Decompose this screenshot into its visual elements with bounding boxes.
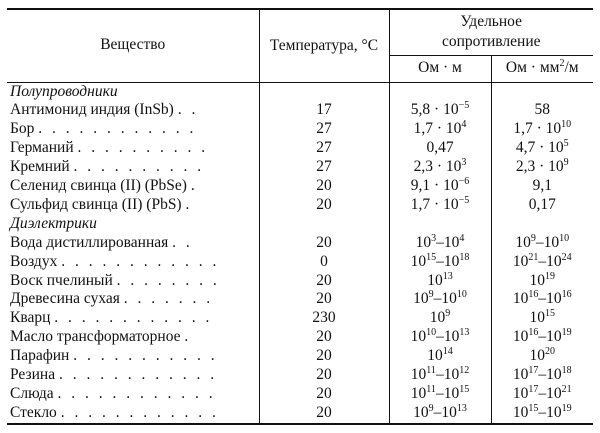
table-row [7, 309, 593, 328]
value-base: 10 [443, 385, 460, 402]
substance-name [7, 366, 259, 385]
value-base: 10 [415, 233, 432, 251]
value-exponent: −5 [458, 194, 470, 206]
header-resistivity-label: Удельное сопротивление [442, 13, 541, 51]
value-exponent: 9 [563, 157, 569, 169]
value-base: 10 [529, 309, 545, 327]
substance-label: Древесина сухая [10, 290, 120, 308]
range-dash: – [538, 290, 547, 308]
resistivity-ohm-m [389, 120, 491, 139]
leader-dots: . . . . . . . . . . [73, 158, 205, 176]
value-exponent: 13 [459, 327, 470, 339]
resistivity-ohm-m [389, 366, 491, 385]
resistivity-ohm-m [389, 253, 491, 272]
substance-name [7, 347, 259, 366]
resistivity-ohm-m [389, 272, 491, 291]
resistivity-ohm-m [389, 404, 491, 424]
range-dash: – [436, 328, 444, 346]
value-exponent: 10 [559, 232, 570, 244]
value-exponent: −6 [458, 176, 470, 188]
value-exponent: 12 [459, 365, 470, 377]
value-exponent: 19 [561, 402, 572, 414]
value-exponent: 16 [528, 327, 539, 339]
range-dash: – [535, 233, 544, 251]
value-base: 10 [512, 290, 529, 308]
resistivity-ohm-mm2 [491, 139, 593, 158]
value-exponent: 9 [530, 232, 536, 244]
value-exponent: 11 [426, 365, 436, 377]
value-base: 9,1 [532, 177, 552, 195]
unit2-tail: /м [564, 59, 579, 77]
blank-cell [389, 215, 491, 234]
value-base: 10 [546, 366, 562, 384]
temperature-value: 230 [259, 309, 389, 328]
section-row-semiconductors [7, 82, 593, 101]
header-substance: Вещество [7, 9, 259, 82]
range-dash: – [436, 252, 444, 270]
value-exponent: 9 [428, 289, 434, 301]
resistivity-ohm-m [389, 177, 491, 196]
value-exponent: 16 [528, 289, 539, 301]
value-base: 10 [512, 385, 529, 402]
value-base: 10 [443, 366, 460, 384]
resistivity-ohm-m [389, 196, 491, 215]
value-base: 2,3 · 10 [413, 158, 462, 176]
range-dash: – [433, 403, 442, 421]
substance-label: Антимонид индия (InSb) [10, 101, 174, 119]
table-row [7, 404, 593, 424]
temperature-value: 20 [259, 234, 389, 253]
value-base: 10 [546, 290, 562, 308]
substance-label: Сульфид свинца (II) (PbS) [10, 195, 182, 213]
leader-dots: . . [177, 101, 199, 119]
range-dash: – [435, 366, 444, 384]
value-exponent: 5 [563, 138, 569, 150]
value-base: 10 [546, 252, 562, 270]
table-row [7, 328, 593, 347]
value-base: 10 [543, 233, 560, 251]
value-exponent: 10 [426, 327, 437, 339]
value-base: 0,17 [528, 195, 556, 213]
value-base: 10 [512, 366, 529, 384]
temperature-value: 0 [259, 253, 389, 272]
leader-dots: . . [172, 233, 193, 251]
value-base: 1,7 · 10 [410, 195, 459, 213]
range-dash: – [538, 385, 547, 402]
substance-label: Резина [10, 366, 56, 384]
value-base: 10 [410, 252, 427, 270]
table-row [7, 366, 593, 385]
temperature-value: 17 [259, 101, 389, 120]
leader-dots: . [185, 195, 193, 213]
resistivity-ohm-mm2 [491, 290, 593, 309]
value-exponent: 17 [528, 365, 539, 377]
resistivity-ohm-mm2 [491, 120, 593, 139]
table-body [7, 82, 593, 424]
resistivity-ohm-mm2 [491, 347, 593, 366]
value-exponent: 10 [561, 119, 572, 131]
value-base: 0,47 [426, 139, 454, 157]
resistivity-ohm-mm2 [491, 177, 593, 196]
value-exponent: 15 [545, 308, 555, 320]
substance-name [7, 253, 259, 272]
range-dash: – [538, 403, 547, 421]
substance-label: Воздух [10, 252, 58, 270]
value-base: 10 [427, 347, 443, 365]
value-exponent: 4 [459, 232, 465, 244]
blank-cell [491, 215, 593, 234]
table-row [7, 253, 593, 272]
resistivity-ohm-m [389, 101, 491, 120]
unit2-base: Ом · мм [505, 59, 560, 77]
value-base: 10 [443, 328, 460, 346]
header-unit-ohm-m: Ом · м [389, 55, 491, 82]
substance-label: Германий [10, 139, 74, 157]
leader-dots: . . . . . . . . . . . . [61, 252, 220, 270]
resistivity-ohm-mm2 [491, 309, 593, 328]
value-base: 10 [546, 403, 562, 421]
table-row [7, 347, 593, 366]
temperature-value: 20 [259, 366, 389, 385]
resistivity-ohm-m [389, 139, 491, 158]
range-dash: – [538, 252, 547, 270]
value-base: 1,7 · 10 [513, 120, 562, 138]
resistivity-table [7, 8, 593, 425]
table-row [7, 158, 593, 177]
value-exponent: 19 [545, 270, 555, 282]
value-exponent: 11 [426, 384, 436, 395]
value-exponent: 3 [461, 157, 467, 169]
substance-name [7, 272, 259, 291]
substance-name [7, 196, 259, 215]
value-exponent: 9 [428, 402, 434, 414]
range-dash: – [435, 385, 444, 402]
value-exponent: 14 [442, 346, 453, 358]
temperature-value: 20 [259, 404, 389, 424]
substance-name [7, 328, 259, 347]
blank-cell [259, 215, 389, 234]
value-exponent: −5 [458, 100, 470, 112]
unit2-exp: 2 [559, 58, 565, 70]
resistivity-ohm-m [389, 347, 491, 366]
value-base: 10 [546, 385, 562, 402]
value-exponent: 4 [461, 119, 467, 131]
range-dash: – [433, 290, 442, 308]
leader-dots: . . . . . . . . . . . . [57, 385, 216, 402]
header-resistivity [389, 9, 593, 55]
resistivity-ohm-m [389, 234, 491, 253]
substance-label: Масло трансформаторное [10, 328, 181, 346]
leader-dots: . . . . . . . . . . . [73, 347, 218, 365]
value-base: 10 [441, 403, 457, 421]
range-dash: – [436, 233, 444, 251]
value-base: 10 [512, 403, 529, 421]
value-base: 2,3 · 10 [515, 158, 564, 176]
resistivity-ohm-m [389, 385, 491, 404]
header-unit-ohm-mm2-m [491, 55, 593, 82]
resistivity-ohm-mm2 [491, 196, 593, 215]
value-base: 10 [441, 290, 457, 308]
value-exponent: 21 [561, 384, 572, 395]
value-base: 10 [429, 309, 446, 327]
substance-name [7, 290, 259, 309]
value-exponent: 18 [561, 365, 572, 377]
section-dielectrics: Диэлектрики [7, 215, 259, 234]
value-base: 58 [534, 101, 550, 119]
substance-label: Воск пчелиный [10, 271, 113, 289]
range-dash: – [538, 328, 547, 346]
substance-name [7, 139, 259, 158]
value-base: 10 [427, 271, 443, 289]
value-exponent: 15 [426, 251, 437, 263]
resistivity-ohm-mm2 [491, 385, 593, 404]
substance-label: Бор [10, 120, 35, 138]
substance-label: Парафин [10, 347, 70, 365]
leader-dots: . . . . . . . . [116, 271, 220, 289]
table-row [7, 385, 593, 404]
header-temperature-label: Температура, °С [269, 36, 379, 54]
substance-label: Кремний [10, 158, 70, 176]
resistivity-ohm-m [389, 158, 491, 177]
resistivity-ohm-mm2 [491, 404, 593, 424]
leader-dots: . . . . . . . . . . . . [60, 403, 219, 421]
value-base: 10 [515, 233, 531, 251]
substance-name [7, 101, 259, 120]
temperature-value: 20 [259, 347, 389, 366]
table-row [7, 272, 593, 291]
substance-name [7, 309, 259, 328]
value-base: 10 [512, 252, 529, 270]
section-semiconductors: Полупроводники [7, 82, 259, 101]
resistivity-ohm-m [389, 328, 491, 347]
substance-label: Селенид свинца (II) (PbSe) [10, 177, 187, 195]
value-base: 10 [410, 366, 427, 384]
leader-dots: . [190, 177, 198, 195]
substance-name [7, 385, 259, 404]
header-temperature [259, 9, 389, 82]
blank-cell [389, 82, 491, 101]
resistivity-ohm-mm2 [491, 253, 593, 272]
table-row [7, 120, 593, 139]
temperature-value: 20 [259, 290, 389, 309]
table-row [7, 196, 593, 215]
value-base: 10 [546, 328, 562, 346]
resistivity-ohm-mm2 [491, 101, 593, 120]
value-base: 10 [410, 385, 427, 402]
leader-dots: . . . . . . . . . . . . [54, 309, 213, 327]
table-row [7, 101, 593, 120]
substance-label: Вода дистиллированная [10, 233, 169, 251]
resistivity-ohm-m [389, 290, 491, 309]
temperature-value: 20 [259, 272, 389, 291]
leader-dots: . . . . . . . . . . . . [38, 120, 197, 138]
range-dash: – [538, 366, 547, 384]
substance-name [7, 158, 259, 177]
substance-label: Кварц [10, 309, 51, 327]
value-exponent: 18 [459, 251, 470, 263]
value-exponent: 20 [545, 346, 555, 358]
leader-dots: . . . . . . . . . . . . [58, 366, 218, 384]
value-exponent: 16 [561, 289, 572, 301]
value-exponent: 13 [442, 270, 453, 282]
value-base: 10 [443, 233, 460, 251]
table-row [7, 234, 593, 253]
value-exponent: 15 [528, 402, 539, 414]
value-base: 5,8 · 10 [410, 101, 459, 119]
value-exponent: 19 [561, 327, 572, 339]
leader-dots: . [184, 328, 192, 346]
temperature-value: 20 [259, 177, 389, 196]
value-exponent: 9 [445, 308, 451, 320]
blank-cell [259, 82, 389, 101]
leader-dots: . . . . . . . . . . [77, 139, 209, 157]
value-exponent: 10 [456, 289, 467, 301]
substance-name [7, 177, 259, 196]
substance-name [7, 120, 259, 139]
blank-cell [491, 82, 593, 101]
value-base: 10 [529, 271, 545, 289]
value-base: 1,7 · 10 [413, 120, 462, 138]
resistivity-ohm-mm2 [491, 328, 593, 347]
leader-dots: . . . . . . . [123, 290, 214, 308]
table-row [7, 177, 593, 196]
value-base: 10 [410, 328, 427, 346]
temperature-value: 20 [259, 328, 389, 347]
substance-label: Слюда [10, 385, 54, 402]
value-exponent: 15 [459, 384, 470, 395]
section-row-dielectrics [7, 215, 593, 234]
table-row [7, 290, 593, 309]
temperature-value: 20 [259, 196, 389, 215]
value-base: 9,1 · 10 [410, 177, 459, 195]
value-exponent: 24 [561, 251, 572, 263]
value-base: 10 [512, 328, 529, 346]
value-exponent: 3 [431, 232, 437, 244]
temperature-value: 20 [259, 385, 389, 404]
resistivity-ohm-m [389, 309, 491, 328]
substance-label: Стекло [10, 403, 57, 421]
table-row [7, 139, 593, 158]
resistivity-ohm-mm2 [491, 272, 593, 291]
resistivity-ohm-mm2 [491, 234, 593, 253]
value-base: 4,7 · 10 [515, 139, 564, 157]
value-base: 10 [529, 347, 545, 365]
substance-name [7, 234, 259, 253]
substance-name [7, 404, 259, 424]
value-base: 10 [413, 290, 429, 308]
temperature-value: 27 [259, 120, 389, 139]
temperature-value: 27 [259, 158, 389, 177]
resistivity-ohm-mm2 [491, 366, 593, 385]
value-exponent: 13 [456, 402, 467, 414]
value-exponent: 21 [528, 251, 539, 263]
value-exponent: 17 [528, 384, 539, 395]
temperature-value: 27 [259, 139, 389, 158]
value-base: 10 [413, 403, 429, 421]
resistivity-ohm-mm2 [491, 158, 593, 177]
value-base: 10 [443, 252, 460, 270]
